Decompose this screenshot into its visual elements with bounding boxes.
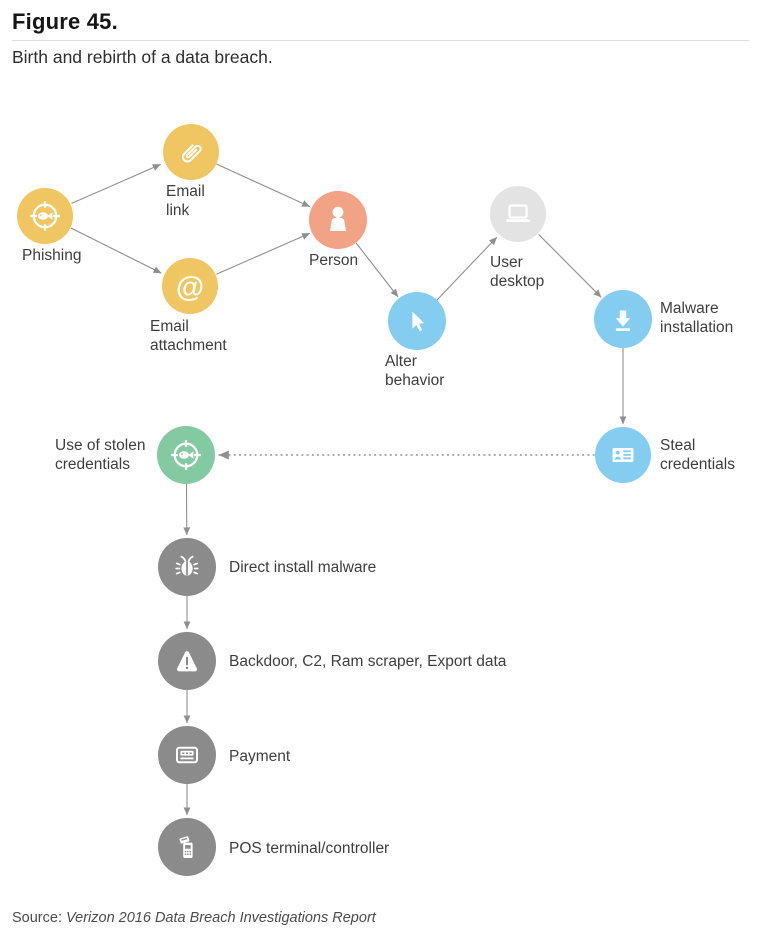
edge-person-to-alter-behavior — [356, 243, 398, 297]
source-prefix: Source: — [12, 910, 62, 926]
node-use-of-stolen-credentials-label-line2: credentials — [55, 456, 130, 473]
at-sign-icon: @ — [175, 271, 205, 304]
node-user-desktop-label-line1: User — [490, 254, 523, 271]
node-alter-behavior-label-line2: behavior — [385, 372, 445, 389]
edge-phishing-to-email-attachment — [71, 228, 161, 273]
node-direct-install-malware — [158, 538, 216, 596]
node-email-link — [163, 124, 219, 180]
node-alter-behavior-label-line1: Alter — [385, 353, 417, 370]
node-malware-installation-label-line2: installation — [660, 319, 734, 336]
node-backdoor-c2 — [158, 632, 216, 690]
node-pos-terminal — [158, 818, 216, 876]
source-line — [12, 910, 376, 926]
node-person — [309, 191, 367, 249]
node-backdoor-c2-label: Backdoor, C2, Ram scraper, Export data — [229, 653, 507, 670]
node-malware-installation-label-line1: Malware — [660, 300, 719, 317]
node-direct-install-malware-label: Direct install malware — [229, 559, 377, 576]
node-email-link-label-line1: Email — [166, 183, 205, 200]
node-phishing — [17, 188, 73, 244]
edge-alter-behavior-to-user-desktop — [437, 237, 497, 300]
id-card-icon — [613, 448, 634, 462]
edge-email-link-to-person — [216, 164, 309, 207]
edge-phishing-to-email-link — [72, 164, 161, 203]
node-email-link-label-line2: link — [166, 202, 190, 219]
node-user-desktop — [490, 186, 546, 242]
node-payment — [158, 726, 216, 784]
node-email-attachment-label-line2: attachment — [150, 337, 227, 354]
edge-email-attachment-to-person — [216, 233, 309, 274]
node-email-attachment-label-line1: Email — [150, 318, 189, 335]
node-steal-credentials — [595, 427, 651, 483]
node-email-attachment — [162, 258, 218, 314]
node-steal-credentials-label-line2: credentials — [660, 456, 735, 473]
node-user-desktop-circle — [490, 186, 546, 242]
figure-subtitle: Birth and rebirth of a data breach. — [12, 47, 273, 67]
node-payment-label: Payment — [229, 748, 291, 765]
node-use-of-stolen-credentials — [157, 426, 215, 484]
node-person-label: Person — [309, 252, 359, 269]
node-phishing-label: Phishing — [22, 247, 82, 264]
node-use-of-stolen-credentials-label-line1: Use of stolen — [55, 437, 146, 454]
figure-label: Figure 45. — [12, 9, 118, 34]
node-pos-terminal-label: POS terminal/controller — [229, 840, 390, 857]
node-malware-installation — [594, 290, 652, 348]
node-steal-credentials-label-line1: Steal — [660, 437, 696, 454]
source-citation: Verizon 2016 Data Breach Investigations Report — [66, 910, 376, 926]
edge-user-desktop-to-malware-installation — [539, 234, 602, 297]
node-alter-behavior — [388, 292, 446, 350]
node-user-desktop-label-line2: desktop — [490, 273, 545, 290]
